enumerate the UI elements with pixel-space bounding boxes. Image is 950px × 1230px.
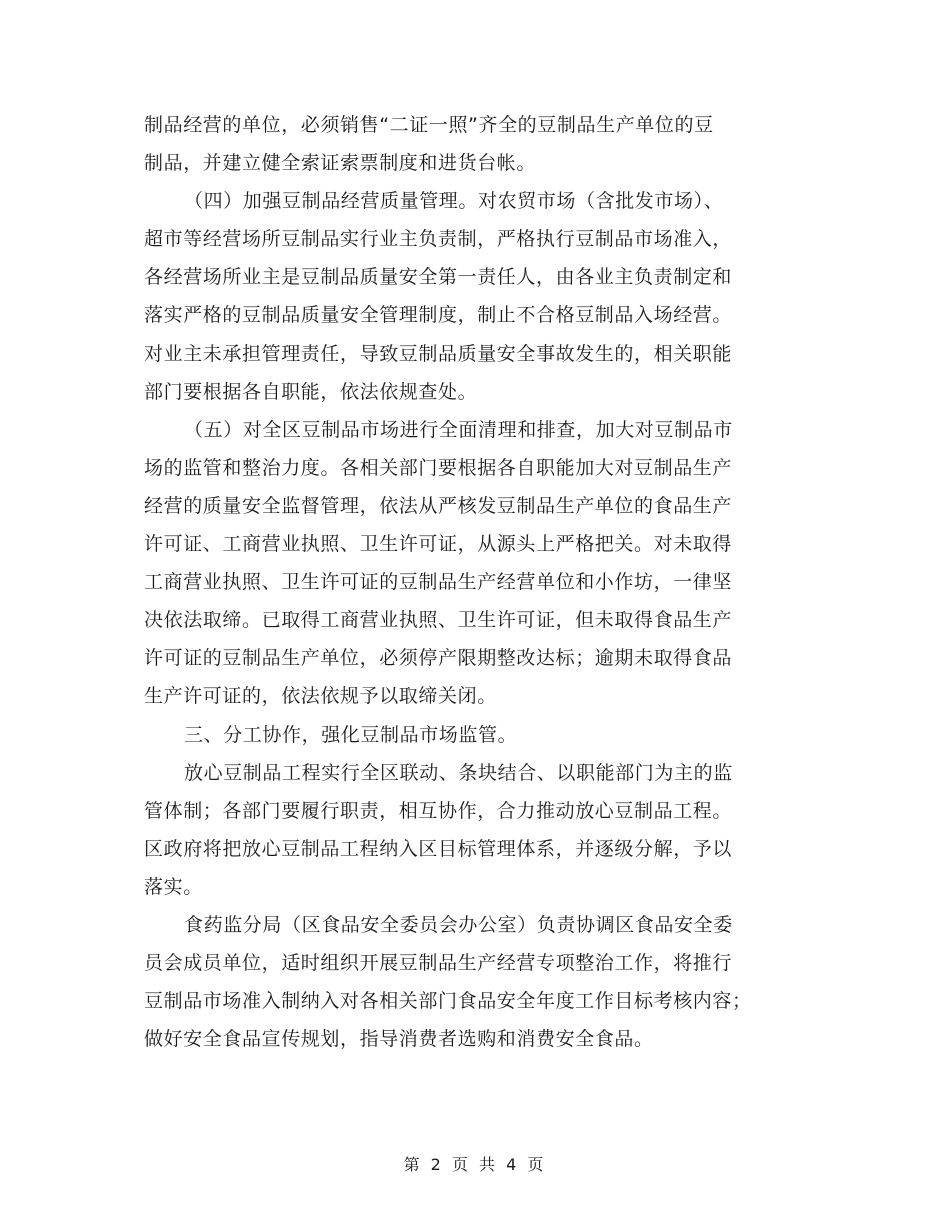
text-line: 员会成员单位，适时组织开展豆制品生产经营专项整治工作，将推行: [144, 952, 733, 975]
text-line: 三、分工协作，强化豆制品市场监管。: [184, 723, 518, 746]
text-line: 许可证、工商营业执照、卫生许可证，从源头上严格把关。对未取得: [144, 533, 733, 556]
text-line: 决依法取缔。已取得工商营业执照、卫生许可证，但未取得食品生产: [144, 609, 733, 632]
text-line: 经营的质量安全监督管理，依法从严核发豆制品生产单位的食品生产: [144, 494, 733, 517]
text-line: 许可证的豆制品生产单位，必须停产限期整改达标；逾期未取得食品: [144, 647, 733, 670]
text-line: 做好安全食品宣传规划，指导消费者选购和消费安全食品。: [144, 1028, 654, 1051]
text-line: 食药监分局（区食品安全委员会办公室）负责协调区食品安全委: [184, 913, 733, 936]
text-line: 生产许可证的，依法依规予以取缔关闭。: [144, 685, 497, 708]
text-line: 制品经营的单位，必须销售“二证一照”齐全的豆制品生产单位的豆: [144, 114, 714, 136]
page-number-footer: 第 2 页 共 4 页: [403, 1155, 547, 1174]
text-line: 超市等经营场所豆制品实行业主负责制，严格执行豆制品市场准入，: [144, 228, 733, 251]
text-line: 管体制；各部门要履行职责，相互协作，合力推动放心豆制品工程。: [144, 799, 733, 822]
text-line: （五）对全区豆制品市场进行全面清理和排查，加大对豆制品市: [184, 418, 733, 441]
text-line: 区政府将把放心豆制品工程纳入区目标管理体系，并逐级分解，予以: [144, 837, 733, 860]
text-line: 部门要根据各自职能，依法依规查处。: [144, 380, 478, 403]
text-line: 制品，并建立健全索证索票制度和进货台帐。: [144, 152, 537, 175]
text-line: 场的监管和整治力度。各相关部门要根据各自职能加大对豆制品生产: [144, 456, 733, 479]
text-line: 工商营业执照、卫生许可证的豆制品生产经营单位和小作坊，一律坚: [144, 571, 733, 594]
text-line: 各经营场所业主是豆制品质量安全第一责任人，由各业主负责制定和: [144, 266, 733, 289]
text-line: 落实。: [144, 875, 203, 898]
text-line: （四）加强豆制品经营质量管理。对农贸市场（含批发市场）、: [184, 190, 724, 213]
text-line: 对业主未承担管理责任，导致豆制品质量安全事故发生的，相关职能: [144, 342, 733, 365]
text-line: 放心豆制品工程实行全区联动、条块结合、以职能部门为主的监: [184, 761, 733, 784]
text-line: 落实严格的豆制品质量安全管理制度，制止不合格豆制品入场经营。: [144, 304, 733, 327]
document-body: [144, 106, 824, 1058]
text-line: 豆制品市场准入制纳入对各相关部门食品安全年度工作目标考核内容；: [144, 990, 752, 1013]
